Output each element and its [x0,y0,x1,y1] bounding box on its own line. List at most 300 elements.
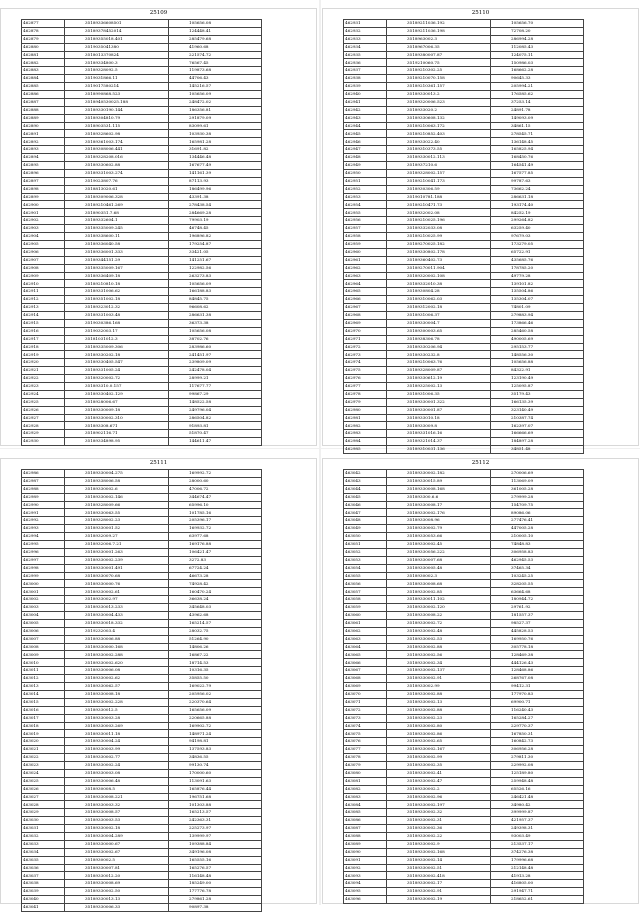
table-row [344,596,584,604]
row-amount-cell: 93003.49 [491,832,584,840]
table-row [344,406,584,414]
table-row [344,75,584,83]
row-amount-cell: 259948.48 [491,777,584,785]
table-row [22,659,262,667]
row-id-cell: 462992 [22,517,65,525]
table-row [22,619,262,627]
table-row [344,35,584,43]
row-code-cell: 35189330002.418 [387,872,491,880]
row-code-cell: 3518903531.115 [65,122,169,130]
row-code-cell: 35189330002.45 [387,541,491,549]
table-row [22,75,262,83]
row-amount-cell: 34861.15 [491,122,584,130]
row-amount-cell: 24891.78 [491,106,584,114]
row-amount-cell: 28999.21 [169,375,262,383]
row-code-cell: 35189330013.233 [65,604,169,612]
row-code-cell: 35189330405.547 [65,359,169,367]
row-id-cell: 462951 [344,177,387,185]
row-code-cell: 35189330002.88 [387,706,491,714]
row-id-cell: 463031 [22,825,65,833]
row-amount-cell: 225273.97 [169,825,262,833]
row-amount-cell: 165555.16 [169,856,262,864]
row-id-cell: 462945 [344,130,387,138]
row-amount-cell: 193174.40 [491,201,584,209]
table-row [344,659,584,667]
row-code-cell: 35189330001.322 [387,398,491,406]
row-id-cell: 463008 [22,643,65,651]
page-title: 25109 [149,10,168,16]
row-id-cell: 463017 [22,714,65,722]
row-id-cell: 462904 [22,233,65,241]
row-code-cell: 35189210361.157 [387,83,491,91]
row-code-cell: 3518990868.523 [65,91,169,99]
row-code-cell: 35189330002.65 [387,738,491,746]
row-amount-cell: 165825.94 [491,146,584,154]
row-id-cell: 462923 [22,382,65,390]
row-amount-cell: 41913.28 [491,872,584,880]
row-code-cell: 35189330002.182 [387,470,491,478]
row-amount-cell: 184897.28 [491,438,584,446]
row-amount-cell: 167577.85 [491,169,584,177]
row-amount-cell: 165876.44 [169,785,262,793]
row-id-cell: 463059 [344,604,387,612]
row-id-cell: 463010 [22,659,65,667]
row-amount-cell: 124448.41 [169,27,262,35]
table-row [22,627,262,635]
row-code-cell: 35189330001.263 [65,548,169,556]
table-row [22,209,262,217]
row-id-cell: 463013 [22,683,65,691]
table-row [22,683,262,691]
table-row [22,296,262,304]
table-row [22,698,262,706]
table-row [344,840,584,848]
row-amount-cell: 137593.83 [169,746,262,754]
row-id-cell: 462995 [22,541,65,549]
row-code-cell: 35189331003.48 [65,311,169,319]
row-code-cell: 35189330002.120 [387,604,491,612]
row-code-cell: 35189210063.76 [387,359,491,367]
row-id-cell: 463062 [344,627,387,635]
document-page-4 [322,458,639,904]
row-id-cell: 463025 [22,777,65,785]
table-row [344,619,584,627]
row-amount-cell: 278438.54 [169,201,262,209]
row-amount-cell: 154709.75 [491,501,584,509]
row-code-cell: 3518930804.28 [387,288,491,296]
row-amount-cell: 84252.19 [491,209,584,217]
row-code-cell: 35189330002.47 [387,777,491,785]
row-id-cell: 463079 [344,761,387,769]
row-amount-cell: 170000.60 [169,769,262,777]
table-row [22,604,262,612]
row-code-cell: 3518933008.96 [387,517,491,525]
row-amount-cell: 328205.55 [491,580,584,588]
row-amount-cell: 34836.55 [169,754,262,762]
row-id-cell: 462972 [344,343,387,351]
row-id-cell: 463061 [344,619,387,627]
row-code-cell: 35189330002.41 [387,769,491,777]
row-code-cell: 35189330013.2 [387,91,491,99]
row-id-cell: 462977 [344,382,387,390]
row-id-cell: 462998 [22,564,65,572]
row-id-cell: 462888 [22,106,65,114]
row-id-cell: 462996 [22,548,65,556]
row-amount-cell: 38702.76 [169,335,262,343]
row-id-cell: 462974 [344,359,387,367]
row-id-cell: 463054 [344,564,387,572]
row-code-cell: 35189330002.167 [387,746,491,754]
row-id-cell: 463093 [344,872,387,880]
table-row [344,477,584,485]
row-id-cell: 463076 [344,738,387,746]
row-amount-cell: 286504.82 [169,414,262,422]
row-id-cell: 462950 [344,169,387,177]
row-id-cell: 462915 [22,319,65,327]
row-code-cell: 35189330012.113 [387,154,491,162]
row-code-cell: 35189330008.168 [387,485,491,493]
table-row [344,722,584,730]
row-amount-cell: 90645.33 [491,75,584,83]
row-code-cell: 35189211036.192 [387,20,491,28]
table-row [344,548,584,556]
table-row [344,541,584,549]
row-amount-cell: 16867.22 [169,651,262,659]
row-amount-cell: 166666.69 [491,430,584,438]
table-row [344,612,584,620]
row-code-cell: 35189330001.491 [65,564,169,572]
table-row [22,880,262,888]
row-code-cell: 35189338006.58 [65,477,169,485]
row-code-cell: 3519031866.11 [65,75,169,83]
table-row [344,470,584,478]
table-row [22,817,262,825]
row-id-cell: 462878 [22,27,65,35]
row-code-cell: 35189331005.24 [65,367,169,375]
row-id-cell: 462885 [22,83,65,91]
row-id-cell: 462956 [344,217,387,225]
table-row [22,580,262,588]
row-amount-cell: 229992.08 [491,761,584,769]
row-amount-cell: 239809.09 [169,359,262,367]
table-row [22,714,262,722]
row-amount-cell: 128469.38 [491,651,584,659]
table-row [22,864,262,872]
row-id-cell: 463074 [344,722,387,730]
row-id-cell: 462994 [22,533,65,541]
table-row [22,706,262,714]
row-code-cell: 35189335009.167 [65,264,169,272]
row-code-cell: 35189330009.18 [65,406,169,414]
row-id-cell: 462982 [344,422,387,430]
row-amount-cell: 180944.72 [491,596,584,604]
row-code-cell: 35189328002.23 [65,517,169,525]
table-row [344,785,584,793]
row-code-cell: 35189330002.239 [65,556,169,564]
row-code-cell: 35189332010.38 [387,280,491,288]
table-row [22,548,262,556]
row-amount-cell: 164541.49 [491,162,584,170]
row-id-cell: 462922 [22,375,65,383]
row-code-cell: 3518938306.78 [387,335,491,343]
row-id-cell: 462973 [344,351,387,359]
row-id-cell: 463007 [22,635,65,643]
table-row [344,754,584,762]
row-amount-cell: 29761.92 [491,604,584,612]
row-amount-cell: 83099.61 [169,122,262,130]
row-code-cell: 35189330003.53 [65,817,169,825]
table-row [344,683,584,691]
row-amount-cell: 490005.69 [491,335,584,343]
table-row [22,343,262,351]
row-amount-cell: 168450.76 [491,154,584,162]
table-row [22,872,262,880]
row-amount-cell: 94198.81 [169,738,262,746]
table-row [344,801,584,809]
row-code-cell: 351893308.671 [65,422,169,430]
row-code-cell: 35189334898.95 [65,438,169,446]
table-row [344,422,584,430]
row-amount-cell: 3272.83 [169,556,262,564]
table-row [22,848,262,856]
table-row [22,832,262,840]
row-id-cell: 463090 [344,848,387,856]
table-row [22,138,262,146]
row-code-cell: 35189330612.19 [387,375,491,383]
row-code-cell: 35189380007.87 [387,51,491,59]
row-code-cell: 3518930306.59 [387,185,491,193]
row-code-cell: 3518967006.35 [387,43,491,51]
row-code-cell: 35189336608501 [65,20,169,28]
table-row [22,556,262,564]
row-id-cell: 462908 [22,264,65,272]
row-amount-cell: 279861.28 [169,896,262,904]
row-code-cell: 35189210471.73 [387,201,491,209]
row-code-cell: 35189335009.245 [65,225,169,233]
row-amount-cell: 279811.30 [491,754,584,762]
row-amount-cell: 186499.96 [169,185,262,193]
row-amount-cell: 279999.28 [491,493,584,501]
table-row [344,272,584,280]
row-code-cell: 35189211036.198 [387,27,491,35]
table-row [22,51,262,59]
row-code-cell: 35189331003.274 [65,169,169,177]
row-code-cell: 35189210041.173 [387,177,491,185]
table-row [344,375,584,383]
row-code-cell: 35189210025.99 [387,233,491,241]
row-amount-cell: 97679.03 [491,233,584,241]
row-id-cell: 463092 [344,864,387,872]
row-code-cell: 35189330012.20 [65,872,169,880]
table-row [22,785,262,793]
table-row [22,643,262,651]
row-amount-cell: 101785.16 [169,509,262,517]
row-id-cell: 463048 [344,517,387,525]
table-row [344,872,584,880]
row-id-cell: 463087 [344,825,387,833]
row-amount-cell: 462945.53 [491,556,584,564]
table-row [344,832,584,840]
row-amount-cell: 74848.83 [491,541,584,549]
row-id-cell: 462931 [344,20,387,28]
row-amount-cell: 18714.53 [169,659,262,667]
table-row [22,635,262,643]
row-id-cell: 463085 [344,809,387,817]
row-code-cell: 35189344151.29 [65,256,169,264]
row-code-cell: 35189330056.222 [387,548,491,556]
row-code-cell: 35189330002.35 [387,761,491,769]
table-row [344,162,584,170]
row-id-cell: 463014 [22,690,65,698]
row-id-cell: 463022 [22,754,65,762]
row-code-cell: 35189330011.102 [387,596,491,604]
table-row [22,35,262,43]
row-amount-cell: 63664.68 [491,588,584,596]
row-amount-cell: 105656.70 [491,20,584,28]
row-id-cell: 462900 [22,201,65,209]
row-id-cell: 462954 [344,201,387,209]
row-code-cell: 35189270025.182 [387,240,491,248]
table-row [22,256,262,264]
table-row [344,201,584,209]
row-code-cell: 3518933020.2 [387,106,491,114]
page-title: 25111 [149,460,168,466]
table-row [22,233,262,241]
row-amount-cell: 96608.62 [169,304,262,312]
table-row [344,493,584,501]
row-code-cell: 3519017580214 [65,83,169,91]
row-amount-cell: 148971.24 [169,730,262,738]
row-code-cell: 35189330002.24 [65,761,169,769]
row-id-cell: 462937 [344,67,387,75]
row-code-cell: 3519023807.76 [65,177,169,185]
row-amount-cell: 89086.06 [491,509,584,517]
row-amount-cell: 112085.43 [491,43,584,51]
row-id-cell: 463091 [344,856,387,864]
table-row [22,335,262,343]
row-code-cell: 3518940530025.188 [65,98,169,106]
row-code-cell: 35189330002.79 [387,525,491,533]
row-amount-cell: 122982.56 [169,264,262,272]
row-code-cell: 35189330002.620 [65,659,169,667]
row-amount-cell: 113091.63 [169,777,262,785]
table-row [344,698,584,706]
table-row [22,675,262,683]
row-id-cell: 462984 [344,438,387,446]
row-code-cell: 35181031012.3 [65,335,169,343]
table-row [22,722,262,730]
table-row [344,564,584,572]
row-code-cell: 35189321014.37 [387,438,491,446]
table-row [344,367,584,375]
row-id-cell: 462980 [344,406,387,414]
table-row [22,761,262,769]
row-code-cell: 35189325002.13 [387,382,491,390]
row-amount-cell: 105656.08 [169,20,262,28]
table-row [22,525,262,533]
row-amount-cell: 99130.74 [169,761,262,769]
table-row [22,130,262,138]
row-amount-cell: 123190.49 [491,375,584,383]
row-code-cell: 3518933002.97 [65,596,169,604]
row-id-cell: 463009 [22,651,65,659]
row-code-cell: 35189330002.32 [387,809,491,817]
table-row [22,406,262,414]
row-code-cell: 35189330004.7 [387,319,491,327]
row-amount-cell: 47006.72 [169,485,262,493]
row-amount-cell: 36373.38 [169,319,262,327]
row-id-cell: 462889 [22,114,65,122]
row-code-cell: 35189270011.904 [387,264,491,272]
page-gutter-vertical [319,0,321,905]
row-id-cell: 462953 [344,193,387,201]
ledger-table [21,469,262,912]
row-amount-cell: 246421.48 [491,793,584,801]
row-id-cell: 463072 [344,706,387,714]
row-id-cell: 462940 [344,91,387,99]
table-row [344,154,584,162]
row-code-cell: 35189330004.289 [65,832,169,840]
table-row [22,825,262,833]
table-row [344,240,584,248]
row-id-cell: 462967 [344,304,387,312]
row-id-cell: 462924 [22,390,65,398]
row-amount-cell: 51870.47 [169,430,262,438]
row-id-cell: 463060 [344,612,387,620]
row-code-cell: 35189330002.99 [387,754,491,762]
row-id-cell: 463047 [344,509,387,517]
row-id-cell: 463015 [22,698,65,706]
row-id-cell: 463004 [22,612,65,620]
table-row [22,564,262,572]
table-row [344,706,584,714]
document-page-2 [322,8,639,452]
table-row [22,809,262,817]
row-id-cell: 463051 [344,541,387,549]
row-id-cell: 462935 [344,51,387,59]
row-code-cell: 35189310031.136 [387,446,491,454]
row-code-cell: 35189330002.23 [387,714,491,722]
table-row [344,604,584,612]
row-amount-cell: 221574.72 [169,51,262,59]
row-id-cell: 462921 [22,367,65,375]
row-amount-cell: 105656.09 [169,91,262,99]
row-code-cell: 35189361003.174 [65,138,169,146]
row-amount-cell: 65526.16 [491,785,584,793]
row-amount-cell: 103245.25 [491,572,584,580]
row-code-cell: 35189330018.332 [65,619,169,627]
row-amount-cell: 268767.08 [491,675,584,683]
row-code-cell: 35189320002.108 [387,272,491,280]
table-row [22,367,262,375]
row-id-cell: 463029 [22,809,65,817]
row-code-cell: 35189336001.333 [65,248,169,256]
row-amount-cell: 291947.71 [491,888,584,896]
row-amount-cell: 263273.83 [169,272,262,280]
table-row [22,359,262,367]
row-id-cell: 462958 [344,233,387,241]
row-id-cell: 462989 [22,493,65,501]
row-code-cell: 35189328602.98 [65,130,169,138]
row-amount-cell: 145216.57 [169,83,262,91]
row-amount-cell: 103930.38 [169,130,262,138]
row-code-cell: 35189328009.87 [387,367,491,375]
row-id-cell: 462882 [22,59,65,67]
row-code-cell: 35189330206.94 [387,343,491,351]
row-code-cell: 3518933002.99 [387,683,491,691]
row-code-cell: 35189330002.36 [387,825,491,833]
row-id-cell: 463024 [22,769,65,777]
